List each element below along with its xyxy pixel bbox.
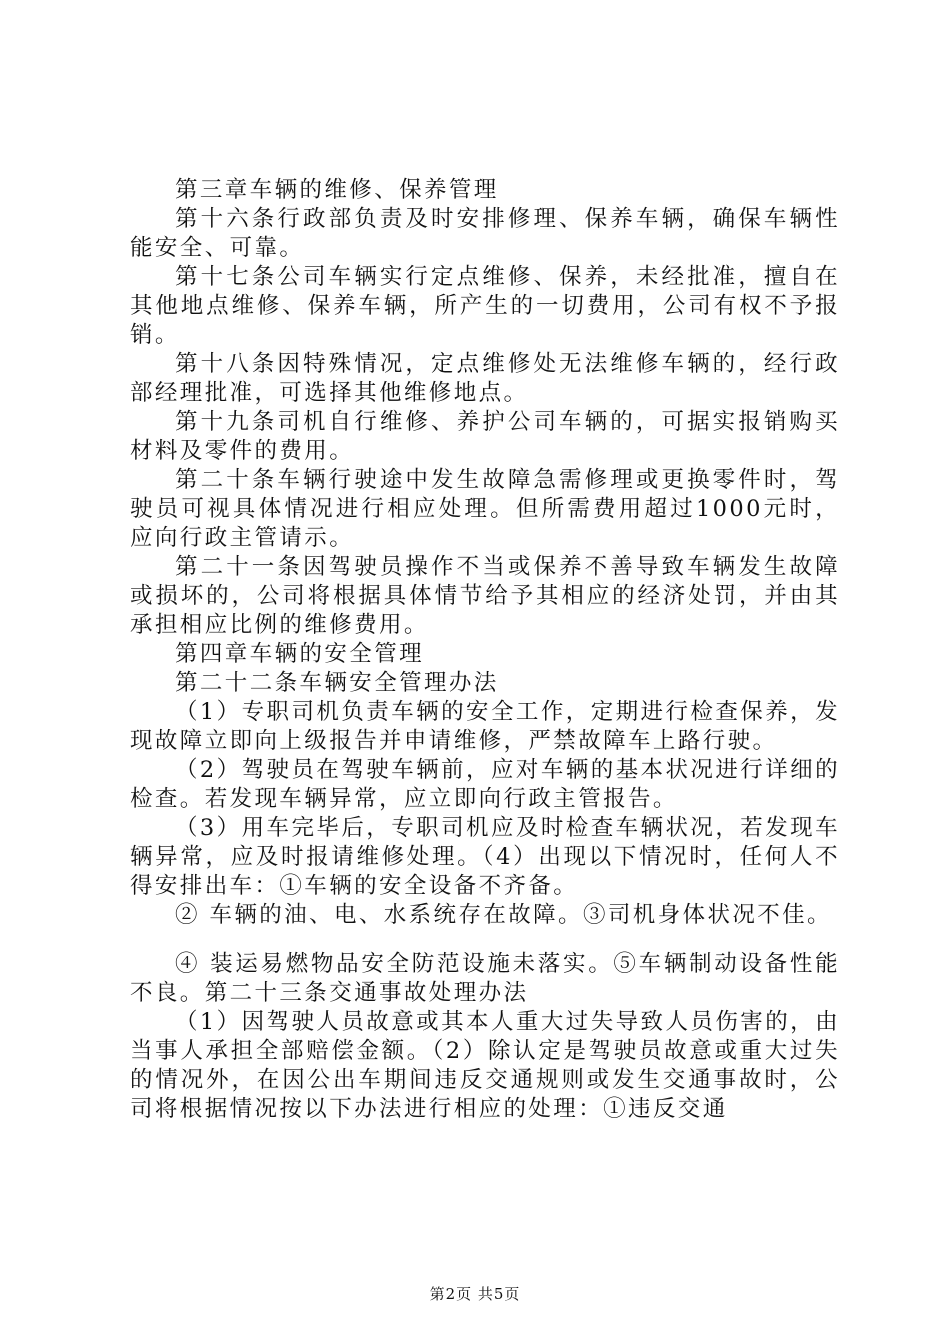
article-21: 第二十一条因驾驶员操作不当或保养不善导致车辆发生故障或损坏的，公司将根据具体情节给予其相应的经济处罚，并由其承担相应比例的维修费用。 xyxy=(130,554,840,638)
article-16: 第十六条行政部负责及时安排修理、保养车辆，确保车辆性能安全、可靠。 xyxy=(130,206,840,261)
article-18: 第十八条因特殊情况，定点维修处无法维修车辆的，经行政部经理批准，可选择其他维修地点。 xyxy=(130,351,840,406)
chapter-heading-4: 第四章车辆的安全管理 xyxy=(175,641,425,667)
article-22-item-2: （2）驾驶员在驾驶车辆前，应对车辆的基本状况进行详细的检查。若发现车辆异常，应立即向行政主管报告。 xyxy=(130,757,840,812)
article-23-items: （1）因驾驶人员故意或其本人重大过失导致人员伤害的，由当事人承担全部赔偿金额。（2）除认定是驾驶员故意或重大过失的情况外，在因公出车期间违反交通规则或发生交通事故时，公司将根据情况按以下办法进行相应的处理：①违反交通 xyxy=(130,1009,840,1122)
article-17: 第十七条公司车辆实行定点维修、保养，未经批准，擅自在其他地点维修、保养车辆，所产生的一切费用，公司有权不予报销。 xyxy=(130,264,840,348)
article-22-conditions-2-3: ② 车辆的油、电、水系统存在故障。③司机身体状况不佳。 xyxy=(175,902,832,928)
document-body xyxy=(130,176,840,1124)
article-22-item-3-4: （3）用车完毕后，专职司机应及时检查车辆状况，若发现车辆异常，应及时报请维修处理。（4）出现以下情况时，任何人不得安排出车：①车辆的安全设备不齐备。 xyxy=(130,815,840,899)
article-19: 第十九条司机自行维修、养护公司车辆的，可据实报销购买材料及零件的费用。 xyxy=(130,409,840,464)
chapter-heading-3: 第三章车辆的维修、保养管理 xyxy=(175,177,499,203)
article-22-item-1: （1）专职司机负责车辆的安全工作，定期进行检查保养，发现故障立即向上级报告并申请维修，严禁故障车上路行驶。 xyxy=(130,699,840,754)
article-22-heading: 第二十二条车辆安全管理办法 xyxy=(175,670,499,696)
article-20: 第二十条车辆行驶途中发生故障急需修理或更换零件时，驾驶员可视具体情况进行相应处理。但所需费用超过1000元时，应向行政主管请示。 xyxy=(130,467,840,551)
article-22-conditions-4-5: ④ 装运易燃物品安全防范设施未落实。⑤车辆制动设备性能不良。第二十三条交通事故处理办法 xyxy=(130,951,840,1006)
page-number-footer: 第2页 共5页 xyxy=(429,1285,521,1303)
